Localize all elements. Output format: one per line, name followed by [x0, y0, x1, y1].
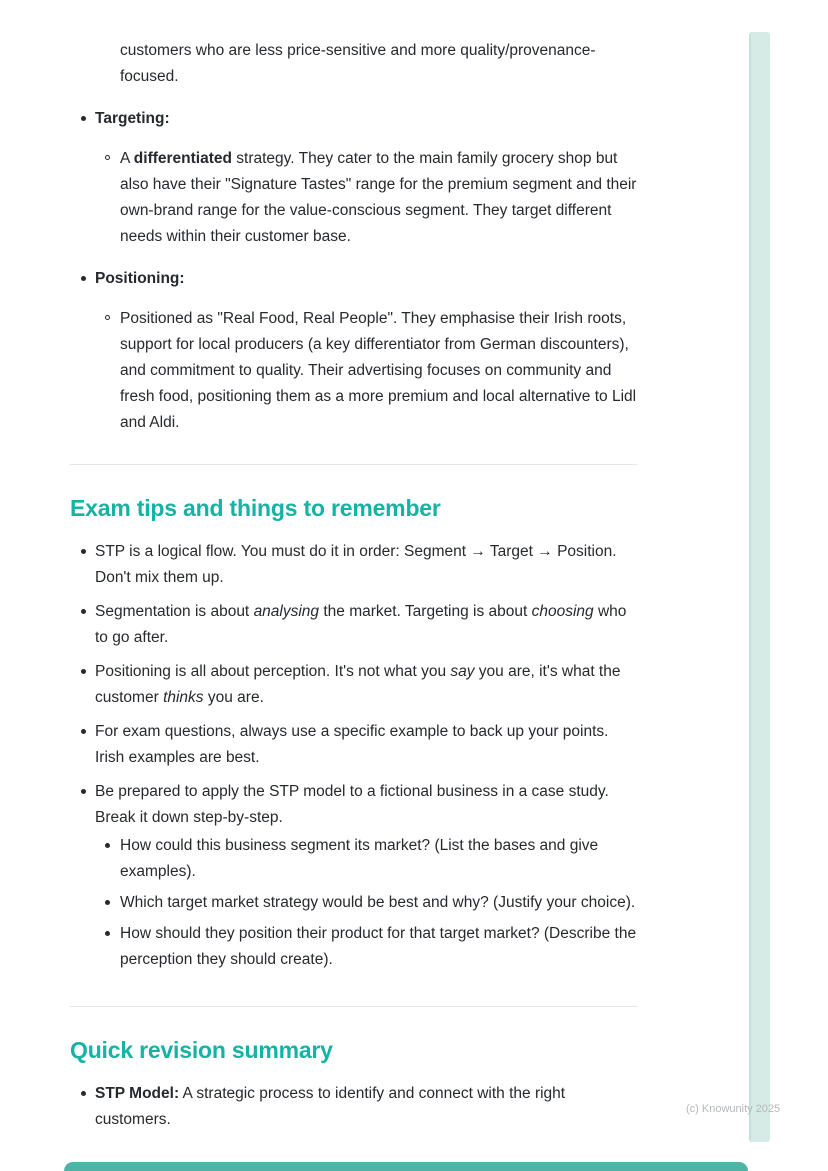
tip-item-examples [70, 719, 637, 771]
bullet-icon [70, 659, 95, 685]
targeting-label: Targeting: [95, 110, 170, 127]
text-segment-italic: analysing [253, 603, 320, 620]
text-segment: A strategic process to identify and connect with the right customers. [95, 1085, 566, 1128]
text-segment: Positioning is all about perception. It's not what you [95, 663, 451, 680]
stp-list [70, 106, 637, 436]
list-item-positioning [70, 266, 637, 292]
tip-item-perception [70, 659, 637, 711]
tip-item-order [70, 539, 637, 591]
bullet-icon [70, 1081, 95, 1107]
bullet-icon [70, 266, 95, 292]
bullet-icon [105, 921, 120, 947]
list-item-targeting-detail [70, 146, 637, 250]
sub-tip-position [95, 921, 637, 973]
tip-text: STP is a logical flow. You must do it in order: Segment → Target → Position. Don't mix them up. [95, 543, 617, 586]
tip-text [95, 599, 637, 651]
tip-text [95, 659, 637, 711]
summary-list [70, 1081, 637, 1133]
sub-tip-text: How should they position their product for that target market? (Describe the perception they should create). [120, 925, 637, 968]
text-segment-bold: differentiated [133, 150, 232, 167]
section-divider [70, 464, 637, 465]
bullet-icon [70, 779, 95, 805]
tip-body [95, 779, 637, 978]
text-segment: you are. [203, 689, 264, 706]
text-segment: who to go after. [95, 603, 627, 646]
sub-tip-target [95, 890, 637, 916]
positioning-detail-text: Positioned as "Real Food, Real People". They emphasise their Irish roots, support for local producers (a key differentiator from German discounters), and commitment to quality. Their advertising focuses on community and fresh food, positioning them as a more premium and local alternative to Lidl and Aldi. [120, 310, 637, 431]
tip-item-segmentation [70, 599, 637, 651]
quick-revision-heading: Quick revision summary [70, 1037, 333, 1063]
text-segment-italic: say [450, 663, 475, 680]
tip-item-case-study [70, 779, 637, 978]
bullet-icon [70, 106, 95, 132]
text-segment: you are, it's what the customer [95, 663, 621, 706]
copyright-credit: (c) Knowunity 2025 [686, 1103, 781, 1115]
exam-tips-list [70, 539, 637, 978]
tip-text: For exam questions, always use a specific example to back up your points. Irish examples are best. [95, 723, 609, 766]
bullet-icon [105, 890, 120, 916]
text-segment: the market. Targeting is about [319, 603, 532, 620]
list-item-targeting [70, 106, 637, 132]
sub-tip-segment [95, 833, 637, 885]
text-segment-italic: thinks [163, 689, 204, 706]
next-section-bar [64, 1162, 748, 1171]
text-segment: Segmentation is about [95, 603, 254, 620]
tip-text: Be prepared to apply the STP model to a fictional business in a case study. Break it down step-by-step. [95, 783, 609, 826]
text-segment-bold: STP Model: [95, 1085, 180, 1102]
text-segment: strategy. They cater to the main family grocery shop but also have their "Signature Tastes" range for the premium segment and their own-brand range for the value-conscious segment. They target different needs within their customer base. [120, 150, 637, 245]
exam-tips-heading: Exam tips and things to remember [70, 495, 441, 521]
scrollbar-track[interactable] [749, 32, 770, 1142]
section-divider [70, 1006, 637, 1007]
continuation-paragraph: customers who are less price-sensitive and more quality/provenance-focused. [120, 42, 596, 85]
circle-bullet-icon [103, 306, 120, 332]
bullet-icon [105, 833, 120, 859]
targeting-detail-text [120, 146, 637, 250]
bullet-icon [70, 599, 95, 625]
summary-text [95, 1081, 637, 1133]
sub-tip-text: Which target market strategy would be best and why? (Justify your choice). [120, 894, 636, 911]
sub-tip-text: How could this business segment its market? (List the bases and give examples). [120, 837, 599, 880]
bullet-icon [70, 539, 95, 565]
text-segment-italic: choosing [531, 603, 594, 620]
summary-item-stp-model [70, 1081, 637, 1133]
list-item-positioning-detail [70, 306, 637, 436]
bullet-icon [70, 719, 95, 745]
case-study-sublist [95, 831, 637, 973]
positioning-label: Positioning: [95, 270, 185, 287]
text-segment: A [120, 150, 134, 167]
circle-bullet-icon [103, 146, 120, 172]
